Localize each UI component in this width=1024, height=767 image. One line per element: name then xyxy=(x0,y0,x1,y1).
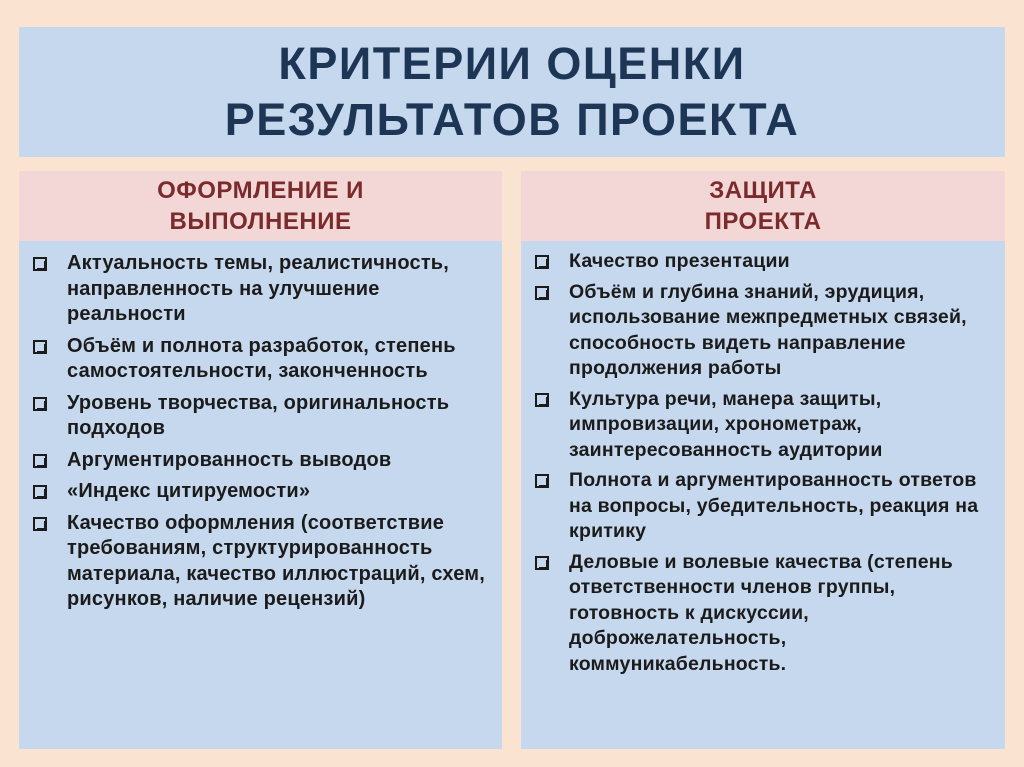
left-column-body xyxy=(19,241,502,749)
page-title xyxy=(225,36,799,148)
checkbox-bullet-icon xyxy=(535,255,549,269)
title-line-1: КРИТЕРИИ ОЦЕНКИ xyxy=(278,38,746,89)
list-item-text: Уровень творчества, оригинальность подходов xyxy=(67,391,450,439)
right-column-body xyxy=(521,241,1005,749)
checkbox-bullet-icon xyxy=(33,485,47,499)
list-item xyxy=(533,249,993,275)
list-item-text: Качество оформления (соответствие требованиям, структурированность материала, качество иллюстраций, схем, рисунков, наличие рецензий) xyxy=(67,511,486,610)
list-item xyxy=(533,468,993,545)
list-item-text: «Индекс цитируемости» xyxy=(67,480,311,502)
checkbox-bullet-icon xyxy=(535,474,549,488)
list-item-text: Качество презентации xyxy=(569,250,790,272)
list-item xyxy=(533,387,993,464)
checkbox-bullet-icon xyxy=(535,393,549,407)
list-item xyxy=(31,479,490,505)
list-item xyxy=(533,280,993,382)
right-header-line-2: ПРОЕКТА xyxy=(704,208,822,235)
checkbox-bullet-icon xyxy=(535,286,549,300)
list-item xyxy=(533,550,993,678)
checkbox-bullet-icon xyxy=(33,397,47,411)
list-item xyxy=(31,251,490,328)
list-item xyxy=(31,391,490,442)
checkbox-bullet-icon xyxy=(33,257,47,271)
left-header-line-2: ВЫПОЛНЕНИЕ xyxy=(169,208,352,235)
checkbox-bullet-icon xyxy=(33,340,47,354)
right-column-header xyxy=(521,171,1005,241)
title-banner xyxy=(19,27,1005,157)
list-item xyxy=(31,448,490,474)
checkbox-bullet-icon xyxy=(33,517,47,531)
list-item-text: Актуальность темы, реалистичность, направленность на улучшение реальности xyxy=(67,252,450,325)
right-criteria-list xyxy=(533,249,993,677)
list-item-text: Культура речи, манера защиты, импровизации, хронометраж, заинтересованность аудитории xyxy=(569,387,883,461)
left-criteria-list xyxy=(31,251,490,613)
checkbox-bullet-icon xyxy=(535,556,549,570)
list-item-text: Аргументированность выводов xyxy=(67,448,392,471)
list-item-text: Объём и полнота разработок, степень самостоятельности, законченность xyxy=(67,334,456,382)
list-item-text: Объём и глубина знаний, эрудиция, использование межпредметных связей, способность видеть направление продолжения работы xyxy=(569,280,967,379)
list-item xyxy=(31,334,490,385)
checkbox-bullet-icon xyxy=(33,454,47,468)
left-header-line-1: ОФОРМЛЕНИЕ И xyxy=(157,177,364,204)
list-item-text: Полнота и аргументированность ответов на вопросы, убедительность, реакция на критику xyxy=(569,469,979,542)
title-line-2: РЕЗУЛЬТАТОВ ПРОЕКТА xyxy=(224,94,800,145)
list-item-text: Деловые и волевые качества (степень ответственности членов группы, готовность к дискуссии, доброжелательность, коммуникабельность. xyxy=(569,550,953,675)
list-item xyxy=(31,511,490,613)
left-column-header xyxy=(19,171,502,241)
right-header-line-1: ЗАЩИТА xyxy=(709,177,817,204)
